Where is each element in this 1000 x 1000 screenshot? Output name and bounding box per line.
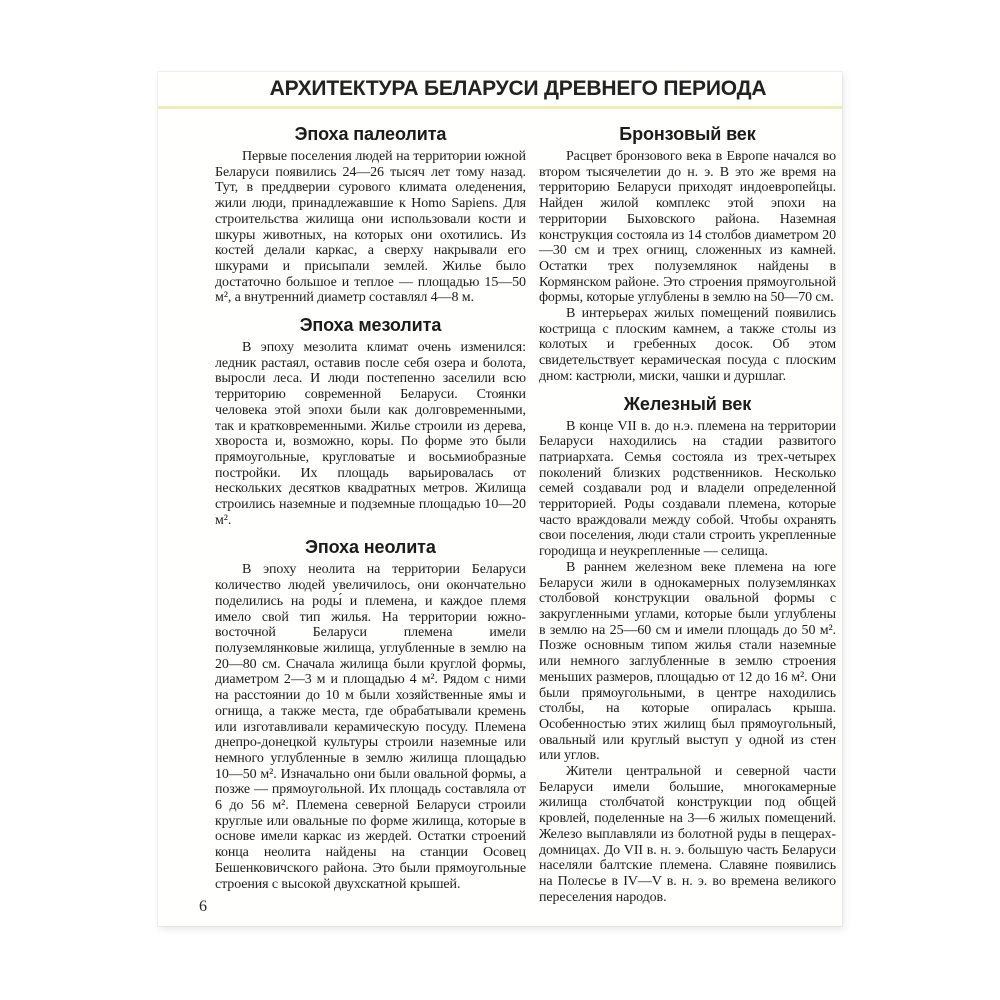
section-paleolithic <box>215 124 526 306</box>
section-heading: Бронзовый век <box>619 124 756 144</box>
page-number: 6 <box>199 898 207 915</box>
book-page <box>158 72 842 926</box>
section-mesolithic <box>215 315 526 528</box>
page-title: АРХИТЕКТУРА БЕЛАРУСИ ДРЕВНЕГО ПЕРИОДА <box>269 77 767 100</box>
section-neolithic <box>215 537 526 892</box>
paragraph: Расцвет бронзового века в Европе начался во втором тысячелетии до н. э. В это же время на территорию Беларуси приходят индоевропейцы. Найден жилой комплекс этой эпохи на территории Быховского района. Наземная конструкция состояла из 14 столбов диаметром 20—30 см и трех огнищ, сложенных из камней. Остатки трех полуземлянок найдены в Кормянском районе. Это строения прямоугольной формы, которые углублены в землю на 50—70 см. <box>538 149 836 306</box>
paragraph: В раннем железном веке племена на юге Беларуси жили в однокамерных полуземлянках столбовой конструкции овальной формы с закругленными углами, которые были углублены в землю на 25—60 см и имели площадь до 50 м². Позже основным типом жилья стали наземные или немного заглубленные в землю строения меньших размеров, площадью от 12 до 16 м². Они были прямоугольными, в центре находились столбы, на которые опиралась крыша. Особенностью этих жилищ был прямоугольный, овальный или круглый выступ у одной из стен или углов. <box>538 559 836 764</box>
paragraph: Первые поселения людей на территории южной Беларуси появились 24—26 тысяч лет тому назад. Тут, в преддверии сурового климата оледенения, жили люди, принадлежавшие к Homo Sapiens. Для строительства жилища они использовали кости и шкуры животных, на которых они охотились. Из костей делали каркас, а сверху накрывали его шкурами и присыпали землей. Жилье было достаточно большое и теплое — площадью 15—50 м², а внутренний диаметр составлял 4—8 м. <box>215 149 526 306</box>
section-iron-age <box>539 394 836 906</box>
section-heading: Эпоха мезолита <box>299 315 442 336</box>
paragraph: В интерьерах жилых помещений появились кострища с плоским камнем, а также столы из колотых и гребенных досок. Об этом свидетельствует керамическая посуда с плоским дном: кастрюли, миски, чашки и дуршлаг. <box>538 306 836 384</box>
section-heading: Железный век <box>623 393 752 414</box>
section-heading: Эпоха палеолита <box>294 124 447 144</box>
paragraph: В эпоху мезолита климат очень изменился: ледник растаял, оставив после себя озера и болота, выросли леса. И люди постепенно заселили всю территорию современной Беларуси. Стоянки человека этой эпохи были как долговременными, так и кратковременными. Жилье строили из дерева, хвороста и, возможно, коры. По форме это были прямоугольные, кругловатые и восьмиобразные постройки. Их площадь варьировалась от нескольких десятков квадратных метров. Жилища строились наземные и подземные площадью 10—20 м². <box>215 340 526 528</box>
paragraph: В конце VII в. до н.э. племена на территории Беларуси находились на стадии развитого патриархата. Семья состояла из трех-четырех поколений близких родственников. Несколько семей создавали род и владели определенной территорией. Роды создавали племена, которые часто враждовали между собой. Чтобы охранять свои поселения, люди стали строить укрепленные городища и неукрепленные — селища. <box>538 418 836 560</box>
column-right <box>539 124 836 905</box>
section-bronze-age <box>539 124 836 385</box>
section-heading: Эпоха неолита <box>305 537 436 558</box>
paragraph: Жители центральной и северной части Беларуси имели большие, многокамерные жилища столбчатой конструкции под общей кровлей, поделенные на 3—6 жилых помещений. Железо выплавляли из болотной руды в пещерах-домницах. До VII в. н. э. большую часть Беларуси населяли балтские племена. Славяне появились на Полесье в IV—V в. н. э. во времена великого переселения народов. <box>538 764 836 905</box>
column-left <box>215 124 526 905</box>
paragraph: В эпоху неолита на территории Беларуси количество людей увеличилось, они окончательно поделились на роды́ и племена, и каждое племя имело свой тип жилья. На территории южно-восточной Беларуси племена имели полуземлянковые жилища, углубленные в землю на 20—80 см. Сначала жилища были круглой формы, диаметром 2—3 м и площадью 4 м². Рядом с ними на расстоянии до 10 м были хозяйственные ямы и огнища, а также места, где обрабатывали кремень или изготавливали керамическую посуду. Племена днепро-донецкой культуры строили наземные или немного углубленные в землю жилища площадью 10—50 м². Изначально они были овальной формы, а позже — прямоугольной. Их площадь составляла от 6 до 56 м². Племена северной Беларуси строили круглые или овальные по форме жилища, которые в основе имели каркас из жердей. Остатки строений конца неолита найдены на станции Осовец Бешенковичского района. Это были прямоугольные строения с высокой двухскатной крышей. <box>215 562 526 892</box>
two-column-text <box>158 109 842 905</box>
